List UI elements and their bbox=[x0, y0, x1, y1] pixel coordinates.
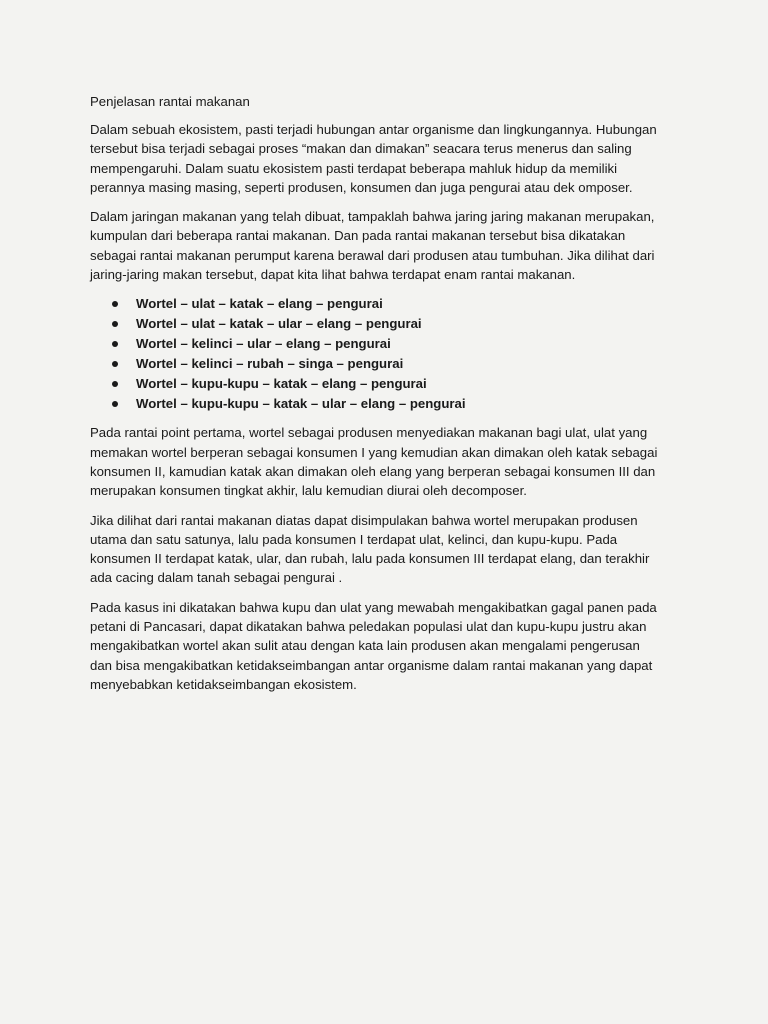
bullet-icon bbox=[112, 301, 118, 307]
list-item bbox=[90, 314, 708, 334]
food-chain-text: Wortel – kelinci – rubah – singa – pengurai bbox=[136, 356, 404, 372]
paragraph-first-chain: Pada rantai point pertama, wortel sebagai produsen menyediakan makanan bagi ulat, ulat yang memakan wortel berperan sebagai konsumen I yang kemudian akan dimakan oleh katak sebagai konsumen II, kamudian katak akan dimakan oleh elang yang berperan sebagai konsumen III dan merupakan konsumen tingkat akhir, lalu kemudian diurai oleh decomposer. bbox=[90, 425, 658, 499]
paragraph-intro: Dalam sebuah ekosistem, pasti terjadi hubungan antar organisme dan lingkungannya. Hubungan tersebut bisa terjadi sebagai proses “makan dan dimakan” seacara terus menerus dan saling mempengaruhi. Dalam suatu ekosistem pasti terdapat beberapa mahluk hidup da memiliki perannya masing masing, seperti produsen, konsumen dan juga pengurai atau dek omposer. bbox=[90, 122, 657, 195]
list-item bbox=[90, 394, 708, 414]
paragraph-food-web: Dalam jaringan makanan yang telah dibuat, tampaklah bahwa jaring jaring makanan merupakan, kumpulan dari beberapa rantai makanan. Dan pada rantai makanan tersebut bisa dikatakan sebagai rantai makanan perumput karena berawal dari produsen atau tumbuhan. Jika dilihat dari jaring-jaring makan tersebut, dapat kita lihat bahwa terdapat enam rantai makanan. bbox=[90, 209, 655, 283]
food-chain-text: Wortel – ulat – katak – ular – elang – pengurai bbox=[136, 316, 422, 332]
bullet-icon bbox=[112, 341, 118, 347]
paragraph-case: Pada kasus ini dikatakan bahwa kupu dan ulat yang mewabah mengakibatkan gagal panen pada petani di Pancasari, dapat dikatakan bahwa peledakan populasi ulat dan kupu-kupu justru akan mengakibatkan wortel akan sulit atau dengan kata lain produsen akan mengalami pengerusan dan bisa mengakibatkan ketidakseimbangan antar organisme dalam rantai makanan yang dapat menyebabkan ketidakseimbangan ekosistem. bbox=[90, 599, 657, 692]
food-chain-text: Wortel – kelinci – ular – elang – pengurai bbox=[136, 336, 391, 352]
bullet-icon bbox=[112, 401, 118, 407]
food-chain-text: Wortel – kupu-kupu – katak – elang – pengurai bbox=[136, 376, 427, 392]
list-item bbox=[90, 374, 708, 394]
document-title: Penjelasan rantai makanan bbox=[90, 94, 250, 109]
list-item bbox=[90, 294, 708, 314]
bullet-icon bbox=[112, 381, 118, 387]
food-chain-text: Wortel – ulat – katak – elang – pengurai bbox=[136, 296, 383, 312]
bullet-icon bbox=[112, 361, 118, 367]
list-item bbox=[90, 354, 708, 374]
food-chain-list bbox=[90, 294, 708, 414]
paragraph-conclusion: Jika dilihat dari rantai makanan diatas dapat disimpulakan bahwa wortel merupakan produsen utama dan satu satunya, lalu pada konsumen I terdapat ulat, kelinci, dan kupu-kupu. Pada konsumen II terdapat katak, ular, dan rubah, lalu pada konsumen III terdapat elang, dan terakhir ada cacing dalam tanah sebagai pengurai . bbox=[90, 512, 650, 586]
list-item bbox=[90, 334, 708, 354]
food-chain-text: Wortel – kupu-kupu – katak – ular – elang – pengurai bbox=[136, 396, 466, 412]
bullet-icon bbox=[112, 321, 118, 327]
